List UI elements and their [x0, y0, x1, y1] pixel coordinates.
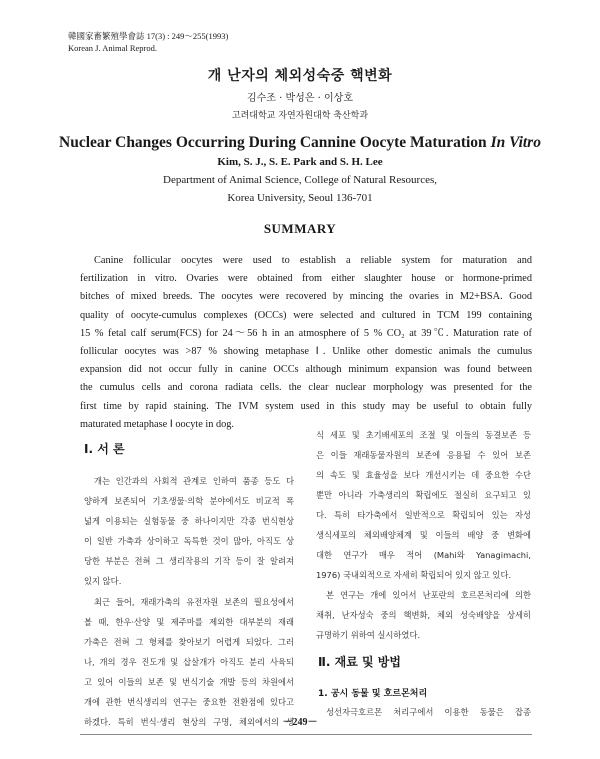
summary-line: Canine follicular oocytes were used to establish a reliable system for maturation and — [94, 255, 532, 266]
english-affiliation-2: Korea University, Seoul 136-701 — [227, 192, 373, 204]
intro-line: 뿐만 아니라 가축생리의 확립에도 절실히 요구되고 있 — [316, 490, 531, 500]
korean-authors: 김수조 · 박성은 · 이상호 — [246, 93, 353, 104]
intro-line: 1976) 국내외적으로 자세히 확립되어 있지 않고 있다. — [316, 570, 512, 580]
intro-line: 당한 부분은 전혀 그 생리작용의 기작 등이 잘 알려져 — [84, 556, 294, 566]
intro-line: 생식세포의 체외배양체계 및 이들의 배양 중 변화에 — [316, 530, 531, 540]
korean-title: 개 난자의 체외성숙중 핵변화 — [207, 68, 393, 84]
intro-line: 의 속도 및 효율성을 보다 개선시키는 데 중요한 수단 — [316, 470, 531, 480]
summary-line: the cumulus cells and corona radiata cells. the clear nuclear morphology was presented for the — [80, 382, 532, 394]
summary-line: expansion did not occur fully in canine OCCs although minimum expansion was found between — [80, 364, 532, 376]
intro-line: 있지 않다. — [84, 576, 122, 586]
introduction-heading: Ⅰ. 서 론 — [84, 442, 125, 456]
intro-line: 나, 개의 경우 진도개 및 삽살개가 아직도 분리 사육되 — [84, 657, 294, 667]
intro-line: 하겠다. 특히 번식·생리 현상의 구명, 체외에서의 생 — [84, 717, 294, 727]
intro-line: 식 세포 및 초기배세포의 조절 및 이들의 동결보존 등 — [316, 430, 531, 440]
journal-name: Korean J. Animal Reprod. — [68, 43, 157, 53]
page-number: －249－ — [282, 717, 318, 728]
intro-line: 이 일반 가축과 상이하고 독특한 것이 많아, 아직도 상 — [84, 536, 294, 546]
summary-line: quality of oocyte-cumulus complexes (OCCs) were selected and cultured in TCM 199 containing — [80, 309, 532, 321]
korean-affiliation: 고려대학교 자연자원대학 축산학과 — [231, 111, 369, 121]
intro-line: 양하게 보존되어 기초생물·의학 분야에서도 비교적 폭 — [84, 496, 294, 506]
intro-line: 채취, 난자성숙 중의 핵변화, 체외 성숙배양을 상세히 — [316, 610, 531, 620]
summary-line: follicular oocytes was >87 % showing metaphase Ⅰ. Unlike other domestic animals the cumulus — [80, 346, 532, 358]
intro-line: 은 이들 재래동물자원의 보존에 응용될 수 있어 보존 — [316, 450, 531, 460]
english-title-main: Nuclear Changes Occurring During Cannine Oocyte Maturation — [59, 134, 491, 151]
intro-line: 최근 들어, 재래가축의 유전자원 보존의 필요성에서 — [94, 597, 294, 607]
english-authors: Kim, S. J., S. E. Park and S. H. Lee — [217, 156, 383, 168]
intro-line: 넓게 이용되는 실험동물 중 하나이지만 각종 번식현상 — [84, 516, 294, 526]
summary-line: 15 % fetal calf serum(FCS) for 24～56 h in an atmosphere of 5 % CO₂ at 39℃. Maturation rate of — [80, 327, 532, 339]
intro-line: 대한 연구가 매우 적어 (Mahi와 Yanagimachi, — [316, 550, 531, 560]
intro-line: 개는 인간과의 사회적 관계로 인하여 품종 등도 다 — [94, 476, 294, 486]
methods-subheading: 1. 공시 동물 및 호르몬처리 — [318, 689, 428, 699]
summary-line: fertilization in vitro. Ovaries were obtained from either slaughter house or hormone-primed — [80, 273, 532, 285]
summary-heading: SUMMARY — [263, 221, 337, 236]
summary-line: bitches of mixed breeds. The oocytes were recovered by mincing the ovaries in M2+BSA. Good — [80, 291, 532, 303]
intro-line: 볼 때, 한우·산양 및 제주마를 제외한 대부분의 재래 — [84, 617, 294, 627]
methods-heading: Ⅱ. 재료 및 방법 — [318, 655, 401, 669]
intro-line: 본 연구는 개에 있어서 난포란의 호르몬처리에 의한 — [326, 590, 531, 600]
footer-rule — [80, 734, 532, 735]
intro-line: 고 있어 이들의 보존 및 번식기술 개발 등의 차원에서 — [84, 677, 294, 687]
journal-citation: 韓國家畜繁殖學會誌 17(3) : 249～255(1993) — [68, 31, 229, 41]
intro-line: 가축은 전혀 그 형체를 찾아보기 어렵게 되었다. 그러 — [84, 637, 294, 647]
methods-line: 성선자극호르몬 처리구에서 이용한 동물은 잡종 — [326, 707, 531, 717]
english-affiliation-1: Department of Animal Science, College of Natural Resources, — [163, 174, 437, 186]
intro-line: 개에 관한 번식생리의 연구는 중요한 전환점에 있다고 — [84, 697, 294, 707]
summary-line: maturated metaphase Ⅰ oocyte in dog. — [80, 418, 235, 430]
english-title-italic: In Vitro — [490, 134, 541, 151]
intro-line: 다. 특히 타가축에서 일반적으로 확립되어 있는 자성 — [316, 510, 531, 520]
summary-line: first time by rapid staining. The IVM system used in this study may be useful to obtain fully — [80, 400, 532, 412]
intro-line: 규명하기 위하여 실시하였다. — [316, 630, 421, 640]
